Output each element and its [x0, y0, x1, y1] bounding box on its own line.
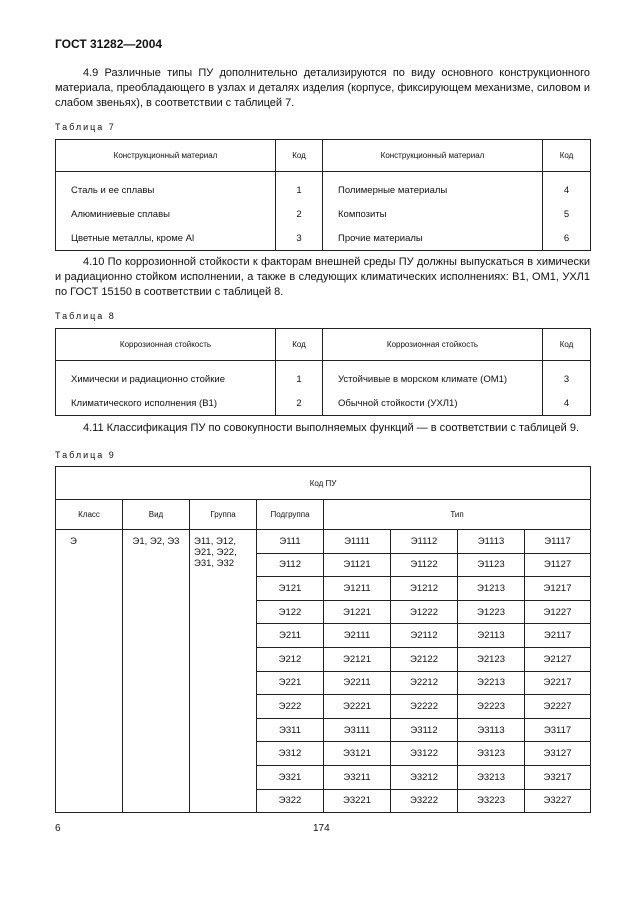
t9-type-cell: Э1222: [391, 600, 458, 624]
t9-type-cell: Э1122: [391, 553, 458, 577]
paragraph-4-9: [55, 66, 590, 111]
table-cell: 2: [276, 202, 323, 226]
t8-header-code-2: Код: [543, 329, 591, 361]
table-cell: Климатического исполнения (В1): [56, 391, 276, 416]
table-cell: Композиты: [323, 202, 543, 226]
t9-type-cell: Э3112: [391, 718, 458, 742]
t9-subgroup-cell: Э111: [257, 530, 324, 554]
t9-type-cell: Э3221: [324, 789, 391, 813]
t9-type-cell: Э3222: [391, 789, 458, 813]
table-cell: 6: [543, 226, 591, 251]
paragraph-4-11-text: 4.11 Классификация ПУ по совокупности выполняемых функций — в соответствии с таблицей 9.: [83, 422, 580, 434]
document-header: ГОСТ 31282—2004: [55, 37, 163, 51]
t9-type-cell: Э3211: [324, 765, 391, 789]
t9-subgroup-cell: Э122: [257, 600, 324, 624]
page-number-left: 6: [55, 823, 61, 834]
t9-header-group: Группа: [190, 500, 257, 530]
t9-type-cell: Э3227: [525, 789, 591, 813]
t8-header-corrosion-1: Коррозионная стойкость: [56, 329, 276, 361]
table-cell: 5: [543, 202, 591, 226]
t9-type-cell: Э2221: [324, 695, 391, 719]
t9-type-cell: Э2111: [324, 624, 391, 648]
table-cell: 1: [276, 361, 323, 392]
t9-header-vid: Вид: [123, 500, 190, 530]
t9-subgroup-cell: Э112: [257, 553, 324, 577]
t9-subgroup-cell: Э211: [257, 624, 324, 648]
t9-type-cell: Э1111: [324, 530, 391, 554]
t9-type-cell: Э1127: [525, 553, 591, 577]
table-cell: Прочие материалы: [323, 226, 543, 251]
t9-header-subgroup: Подгруппа: [257, 500, 324, 530]
table-cell: 4: [543, 391, 591, 416]
t9-type-cell: Э2227: [525, 695, 591, 719]
table-cell: Алюминиевые сплавы: [56, 202, 276, 226]
table-row: [56, 391, 591, 416]
t9-type-cell: Э3217: [525, 765, 591, 789]
paragraph-4-10-text: 4.10 По коррозионной стойкости к факторам внешней среды ПУ должны выпускаться в химически и радиационно стойком исполнении, а также в следующих климатических исполнениях: В1, ОМ1, УХЛ1 по ГОСТ 15150 в соответствии с таблицей 8.: [55, 256, 590, 298]
paragraph-4-11: [55, 421, 590, 436]
t9-type-cell: Э2217: [525, 671, 591, 695]
t9-type-cell: Э2112: [391, 624, 458, 648]
t9-type-cell: Э3213: [458, 765, 525, 789]
t9-type-cell: Э1227: [525, 600, 591, 624]
table-cell: Обычной стойкости (УХЛ1): [323, 391, 543, 416]
t9-subgroup-cell: Э121: [257, 577, 324, 601]
table-cell: 1: [276, 172, 323, 203]
t9-subgroup-cell: Э212: [257, 647, 324, 671]
t9-type-cell: Э3113: [458, 718, 525, 742]
t9-type-cell: Э2113: [458, 624, 525, 648]
t7-header-code-1: Код: [276, 140, 323, 172]
t7-header-material-1: Конструкционный материал: [56, 140, 276, 172]
t9-type-cell: Э2223: [458, 695, 525, 719]
t9-type-cell: Э1117: [525, 530, 591, 554]
t9-type-cell: Э1113: [458, 530, 525, 554]
table-9: [55, 466, 591, 813]
table-cell: 4: [543, 172, 591, 203]
table-row: [56, 202, 591, 226]
t9-group-cell: Э11, Э12, Э21, Э22, Э31, Э32: [190, 530, 257, 813]
t9-header-class: Класс: [56, 500, 123, 530]
table-cell: Химически и радиационно стойкие: [56, 361, 276, 392]
t9-type-cell: Э1213: [458, 577, 525, 601]
t9-type-cell: Э2127: [525, 647, 591, 671]
t7-header-material-2: Конструкционный материал: [323, 140, 543, 172]
table-7: [55, 139, 591, 251]
t9-class-cell: Э: [56, 530, 123, 813]
table-cell: 3: [543, 361, 591, 392]
t9-header-type: Тип: [324, 500, 591, 530]
t9-subgroup-cell: Э312: [257, 742, 324, 766]
paragraph-4-9-text: 4.9 Различные типы ПУ дополнительно детализируются по виду основного конструкционного материала, преобладающего в узлах и деталях изделия (корпусе, фиксирующем механизме, силовом и слабом звеньях), в соответствии с таблицей 7.: [55, 67, 590, 109]
t9-top-header: Код ПУ: [56, 467, 591, 500]
table9-caption: Таблица 9: [55, 450, 116, 460]
t9-type-cell: Э2121: [324, 647, 391, 671]
t9-subgroup-cell: Э311: [257, 718, 324, 742]
table-cell: Сталь и ее сплавы: [56, 172, 276, 203]
table7-caption: Таблица 7: [55, 122, 116, 132]
t9-type-cell: Э2117: [525, 624, 591, 648]
t9-type-cell: Э3117: [525, 718, 591, 742]
t9-type-cell: Э1217: [525, 577, 591, 601]
t9-subgroup-cell: Э222: [257, 695, 324, 719]
t9-type-cell: Э1223: [458, 600, 525, 624]
t9-type-cell: Э1112: [391, 530, 458, 554]
table-row: [56, 172, 591, 203]
t9-type-cell: Э3122: [391, 742, 458, 766]
t9-subgroup-cell: Э221: [257, 671, 324, 695]
table-cell: Цветные металлы, кроме Al: [56, 226, 276, 251]
table-cell: Устойчивые в морском климате (ОМ1): [323, 361, 543, 392]
t9-type-cell: Э1123: [458, 553, 525, 577]
table8-caption: Таблица 8: [55, 311, 116, 321]
t9-subgroup-cell: Э321: [257, 765, 324, 789]
t9-type-cell: Э3121: [324, 742, 391, 766]
t9-type-cell: Э2222: [391, 695, 458, 719]
t9-subgroup-cell: Э322: [257, 789, 324, 813]
table-row: [56, 530, 591, 554]
t8-header-code-1: Код: [276, 329, 323, 361]
t9-type-cell: Э1212: [391, 577, 458, 601]
t9-type-cell: Э3223: [458, 789, 525, 813]
t9-type-cell: Э3111: [324, 718, 391, 742]
t9-type-cell: Э3212: [391, 765, 458, 789]
table-row: [56, 361, 591, 392]
table-row: [56, 226, 591, 251]
t9-type-cell: Э1221: [324, 600, 391, 624]
t7-header-code-2: Код: [543, 140, 591, 172]
t9-type-cell: Э2211: [324, 671, 391, 695]
page-number-center: 174: [313, 823, 330, 834]
t9-type-cell: Э1121: [324, 553, 391, 577]
t9-type-cell: Э3123: [458, 742, 525, 766]
t9-type-cell: Э2212: [391, 671, 458, 695]
table-cell: Полимерные материалы: [323, 172, 543, 203]
t9-type-cell: Э2213: [458, 671, 525, 695]
t9-type-cell: Э1211: [324, 577, 391, 601]
t9-type-cell: Э3127: [525, 742, 591, 766]
table-cell: 3: [276, 226, 323, 251]
t9-type-cell: Э2122: [391, 647, 458, 671]
paragraph-4-10: [55, 255, 590, 300]
t8-header-corrosion-2: Коррозионная стойкость: [323, 329, 543, 361]
t9-type-cell: Э2123: [458, 647, 525, 671]
t9-vid-cell: Э1, Э2, Э3: [123, 530, 190, 813]
table-8: [55, 328, 591, 416]
table-cell: 2: [276, 391, 323, 416]
